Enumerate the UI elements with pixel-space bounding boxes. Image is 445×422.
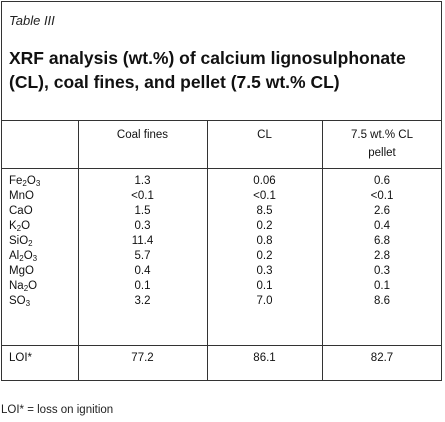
row-label: $Na_2O$ bbox=[9, 280, 38, 293]
table-cell: 1.5 bbox=[134, 205, 151, 217]
table-cell: 0.3 bbox=[374, 265, 390, 277]
table-caption: Table III bbox=[9, 13, 55, 28]
table-title: XRF analysis (wt.%) of calcium lignosulphonate (CL), coal fines, and pellet (7.5 wt.% CL) bbox=[9, 48, 406, 92]
table-cell: <0.1 bbox=[131, 190, 154, 202]
header-cl: CL bbox=[257, 129, 272, 141]
table-cell: 2.6 bbox=[374, 205, 390, 217]
table-cell: <0.1 bbox=[370, 190, 394, 202]
row-label: MnO bbox=[9, 190, 34, 202]
table-cell: 0.06 bbox=[253, 175, 276, 187]
table-cell: 0.1 bbox=[256, 280, 273, 292]
row-label: CaO bbox=[9, 205, 33, 217]
table-cell: 0.2 bbox=[256, 220, 273, 232]
table-cell: 6.8 bbox=[374, 235, 390, 247]
table-cell: 0.1 bbox=[134, 280, 151, 292]
row-label: $K_2O$ bbox=[9, 220, 31, 233]
table-cell: 0.2 bbox=[256, 250, 273, 262]
table-cell: 0.6 bbox=[374, 175, 390, 187]
table-cell: 0.4 bbox=[374, 220, 390, 232]
loi-pellet: 82.7 bbox=[370, 352, 394, 364]
table-cell: 0.4 bbox=[134, 265, 151, 277]
table-cell: 0.3 bbox=[256, 265, 273, 277]
row-label: SiO$_2$ bbox=[9, 235, 33, 248]
row-label: MgO bbox=[9, 265, 34, 277]
table-cell: 8.6 bbox=[374, 295, 390, 307]
table-cell: 3.2 bbox=[134, 295, 151, 307]
header-bottom-rule bbox=[1, 168, 442, 169]
cl-column bbox=[207, 174, 322, 309]
table-footnote: LOI* = loss on ignition bbox=[1, 404, 114, 416]
row-labels bbox=[9, 174, 40, 309]
table-cell: 5.7 bbox=[134, 250, 151, 262]
header-coal-fines: Coal fines bbox=[116, 129, 169, 141]
table-cell: 0.1 bbox=[374, 280, 390, 292]
table-cell: 8.5 bbox=[256, 205, 273, 217]
table-cell: 7.0 bbox=[256, 295, 273, 307]
loi-cl: 86.1 bbox=[253, 352, 276, 364]
table-cell: 1.3 bbox=[134, 175, 151, 187]
table-cell: <0.1 bbox=[253, 190, 276, 202]
table-cell: 0.3 bbox=[134, 220, 151, 232]
header-pellet-line2: pellet bbox=[368, 147, 396, 159]
header-top-rule bbox=[1, 120, 442, 121]
row-label: $SO_3$ bbox=[9, 295, 31, 308]
table-cell: 11.4 bbox=[131, 235, 154, 247]
pellet-column bbox=[322, 174, 442, 309]
row-label: $Fe_2O_3$ bbox=[9, 175, 41, 188]
loi-label: LOI* bbox=[9, 352, 33, 364]
header-pellet bbox=[322, 126, 442, 162]
lor-top-rule bbox=[1, 345, 442, 346]
loi-coal-fines: 77.2 bbox=[131, 352, 154, 364]
table-cell: 2.8 bbox=[374, 250, 390, 262]
row-label: $Al_2O_3$ bbox=[9, 250, 38, 263]
header-pellet-line1: 7.5 wt.% CL bbox=[351, 129, 413, 141]
table-cell: 0.8 bbox=[256, 235, 273, 247]
coal-fines-column bbox=[78, 174, 207, 309]
